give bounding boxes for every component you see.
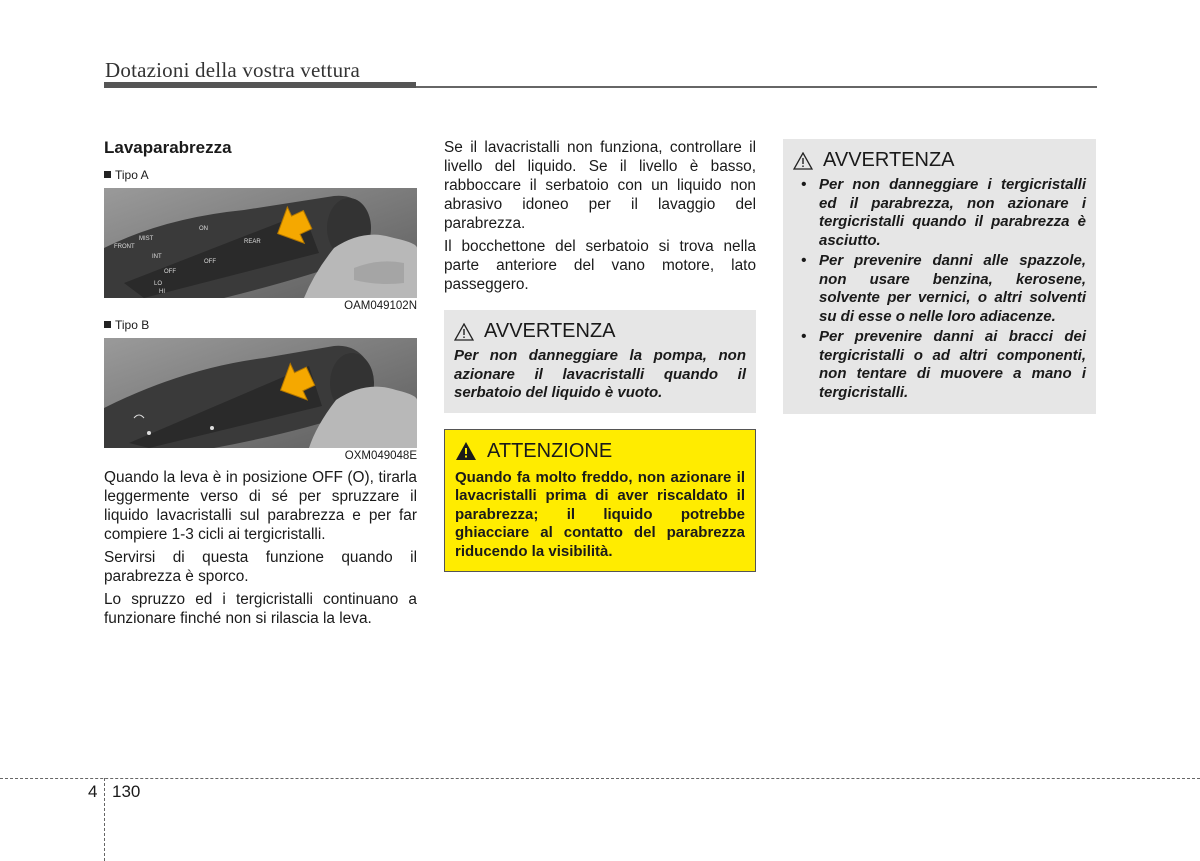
page-chapter: 4	[88, 782, 98, 801]
warning-heading	[454, 320, 746, 343]
attention-triangle-icon	[455, 441, 477, 461]
middle-column	[444, 138, 756, 572]
left-column	[104, 138, 417, 632]
warning-box-pump	[444, 310, 756, 413]
attention-text: Quando fa molto freddo, non azionare il lavacristalli prima di aver riscaldato il parabrezza; il liquido potrebbe ghiacciare al contatto del parabrezza riducendo la visibilità.	[455, 468, 745, 560]
label-hi: HI	[159, 289, 165, 295]
warning-item-text: Per prevenire danni ai bracci dei tergicristalli o ad altri componenti, non tentare di muovere a mano i tergicristalli.	[819, 328, 1086, 401]
attention-box	[444, 429, 756, 573]
bullet: •	[801, 328, 807, 345]
label-on: ON	[199, 226, 208, 232]
bullet: •	[801, 252, 807, 269]
page-number: 130	[112, 782, 141, 801]
photo-type-b	[104, 338, 417, 448]
middle-paragraph-2: Il bocchettone del serbatoio si trova nella parte anteriore del vano motore, lato passeggero.	[444, 238, 756, 293]
warning-text: Per non danneggiare la pompa, non azionare il lavacristalli quando il serbatoio del liquido è vuoto.	[454, 347, 746, 401]
section-title: Lavaparabrezza	[104, 138, 232, 157]
footer-vertical-rule	[104, 778, 105, 861]
warning-list	[793, 176, 1086, 402]
square-bullet-icon	[104, 171, 111, 178]
label-mist: MIST	[139, 236, 154, 242]
type-b-label	[104, 318, 417, 332]
left-paragraph-1: Quando la leva è in posizione OFF (O), tirarla leggermente verso di sé per spruzzare il liquido lavacristalli sul parabrezza e per far compiere 1-3 cicli ai tergicristalli.	[104, 469, 417, 543]
label-off: OFF	[164, 269, 176, 275]
bullet: •	[801, 176, 807, 193]
warning-title: AVVERTENZA	[823, 149, 955, 171]
warning-triangle-icon	[793, 152, 813, 170]
warning-item-text: Per non danneggiare i tergicristalli ed il parabrezza, non azionare i tergicristalli quando il parabrezza è asciutto.	[819, 176, 1086, 249]
warning-triangle-icon	[454, 323, 474, 341]
right-column	[783, 139, 1096, 414]
warning-list-item	[793, 176, 1086, 250]
photo-b-code: OXM049048E	[344, 450, 417, 462]
page-header-title: Dotazioni della vostra vettura	[105, 58, 360, 82]
label-rear: REAR	[244, 239, 261, 245]
photo-type-a	[104, 188, 417, 298]
type-a-text: Tipo A	[115, 168, 149, 182]
type-b-text: Tipo B	[115, 318, 150, 332]
warning-list-item	[793, 328, 1086, 402]
label-front: FRONT	[114, 244, 135, 250]
left-paragraph-3: Lo spruzzo ed i tergicristalli continuano a funzionare finché non si rilascia la leva.	[104, 591, 417, 627]
warning-heading	[793, 149, 1086, 172]
warning-title: AVVERTENZA	[484, 320, 616, 342]
warning-list-item	[793, 252, 1086, 326]
footer-rule	[0, 778, 1200, 779]
attention-heading	[455, 440, 745, 463]
wiper-stalk-illustration-b	[104, 338, 417, 448]
photo-a-code: OAM049102N	[344, 300, 417, 312]
warning-box-wipers	[783, 139, 1096, 414]
type-a-label	[104, 168, 417, 182]
square-bullet-icon	[104, 321, 111, 328]
wiper-stalk-illustration-a	[104, 188, 417, 298]
label-off-2: OFF	[204, 259, 216, 265]
left-paragraph-2: Servirsi di questa funzione quando il parabrezza è sporco.	[104, 549, 417, 585]
header-rule-thin	[416, 86, 1097, 88]
header-rule-thick	[104, 82, 416, 88]
middle-paragraph-1: Se il lavacristalli non funziona, controllare il livello del liquido. Se il livello è basso, rabboccare il serbatoio con un liquido non abrasivo idoneo per il lavaggio del parabrezza.	[444, 139, 756, 232]
warning-item-text: Per prevenire danni alle spazzole, non usare benzina, kerosene, solvente per vernici, o altri solventi su di esse o nelle loro adiacenze.	[819, 252, 1086, 325]
label-lo: LO	[154, 281, 163, 287]
label-int: INT	[152, 254, 162, 260]
attention-title: ATTENZIONE	[487, 439, 613, 462]
